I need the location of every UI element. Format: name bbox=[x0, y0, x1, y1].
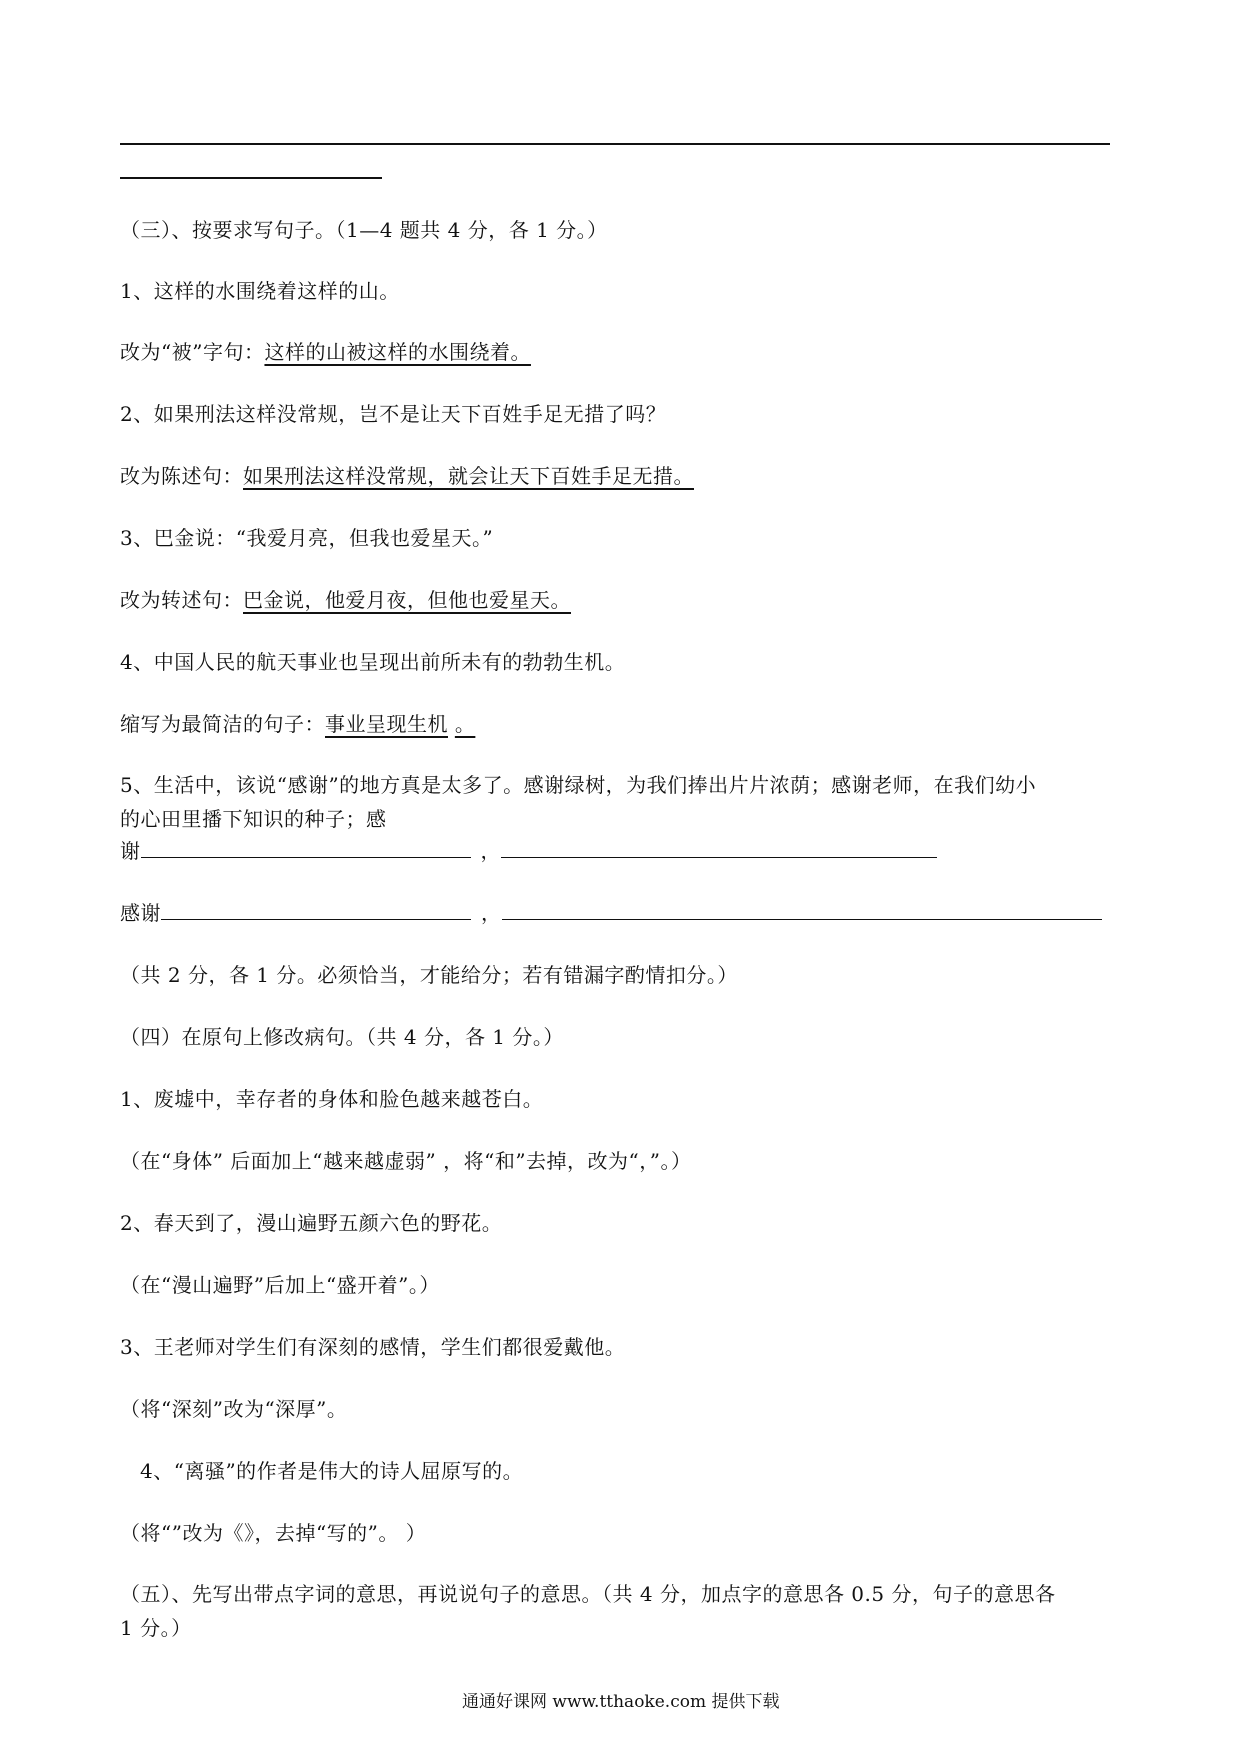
q5-fill-line-2 bbox=[120, 899, 1102, 927]
s4-item-4-answer: （将“”改为《》，去掉“写的”。 ） bbox=[120, 1521, 427, 1545]
q1-answer-line bbox=[120, 338, 531, 366]
s4-item-3-answer: （将“深刻”改为“深厚”。 bbox=[120, 1397, 348, 1421]
answer-line-top-long bbox=[120, 143, 1110, 145]
q4-prompt: 缩写为最简洁的句子： bbox=[120, 712, 325, 736]
s4-item-1-answer: （在“身体” 后面加上“越来越虚弱” ，将“和”去掉，改为“，”。） bbox=[120, 1149, 692, 1173]
page-footer: 通通好课网 www.tthaoke.com 提供下载 bbox=[462, 1692, 780, 1712]
section-5-heading-line-2: 1 分。） bbox=[120, 1616, 192, 1640]
q3-answer-line bbox=[120, 586, 571, 614]
q4-question: 4、中国人民的航天事业也呈现出前所未有的勃勃生机。 bbox=[120, 650, 626, 674]
q4-answer: 事业呈现生机 bbox=[325, 712, 448, 736]
answer-line-top-short bbox=[120, 177, 382, 179]
q4-answer-line bbox=[120, 710, 475, 738]
q5-line-2: 的心田里播下知识的种子；感 bbox=[120, 807, 387, 831]
q4-answer-end: 。 bbox=[454, 712, 476, 736]
s4-item-3-question: 3、王老师对学生们有深刻的感情，学生们都很爱戴他。 bbox=[120, 1335, 626, 1359]
q2-answer-line bbox=[120, 462, 694, 490]
q2-prompt: 改为陈述句： bbox=[120, 464, 243, 488]
s4-item-1-question: 1、废墟中，幸存者的身体和脸色越来越苍白。 bbox=[120, 1087, 544, 1111]
q5-comma-1: ， bbox=[480, 839, 501, 863]
q5-blank-3[interactable] bbox=[161, 899, 471, 920]
q3-question: 3、巴金说：“我爱月亮，但我也爱星天。” bbox=[120, 526, 494, 550]
q1-question: 1、这样的水围绕着这样的山。 bbox=[120, 279, 400, 303]
s4-item-4-question: 4、“离骚”的作者是伟大的诗人屈原写的。 bbox=[140, 1459, 524, 1483]
q5-blank-1[interactable] bbox=[141, 837, 471, 858]
q5-line3-start: 谢 bbox=[120, 839, 141, 863]
q5-note: （共 2 分，各 1 分。必须恰当，才能给分；若有错漏字酌情扣分。） bbox=[120, 963, 738, 987]
q5-line-1: 5、生活中，该说“感谢”的地方真是太多了。感谢绿树，为我们捧出片片浓荫；感谢老师，在我们幼小 bbox=[120, 773, 1037, 797]
q5-blank-4[interactable] bbox=[502, 899, 1102, 920]
q5-comma-2: ， bbox=[481, 901, 502, 925]
s4-item-2-answer: （在“漫山遍野”后加上“盛开着”。） bbox=[120, 1273, 440, 1297]
q3-answer: 巴金说，他爱月夜，但他也爱星天。 bbox=[243, 588, 571, 612]
q3-prompt: 改为转述句： bbox=[120, 588, 243, 612]
q2-question: 2、如果刑法这样没常规，岂不是让天下百姓手足无措了吗？ bbox=[120, 402, 667, 426]
section-5-heading-line-1: （五）、先写出带点字词的意思，再说说句子的意思。（共 4 分，加点字的意思各 0.5 分，句子的意思各 bbox=[120, 1582, 1056, 1606]
q1-prompt: 改为“被”字句： bbox=[120, 340, 265, 364]
s4-item-2-question: 2、春天到了，漫山遍野五颜六色的野花。 bbox=[120, 1211, 503, 1235]
q5-line4-start: 感谢 bbox=[120, 901, 161, 925]
q5-fill-line-1 bbox=[120, 837, 937, 865]
q5-blank-2[interactable] bbox=[501, 837, 937, 858]
section-3-heading: （三）、按要求写句子。（1—4 题共 4 分，各 1 分。） bbox=[120, 218, 608, 242]
q1-answer: 这样的山被这样的水围绕着。 bbox=[264, 340, 531, 364]
section-4-heading: （四）在原句上修改病句。（共 4 分，各 1 分。） bbox=[120, 1025, 564, 1049]
q2-answer: 如果刑法这样没常规，就会让天下百姓手足无措。 bbox=[243, 464, 694, 488]
